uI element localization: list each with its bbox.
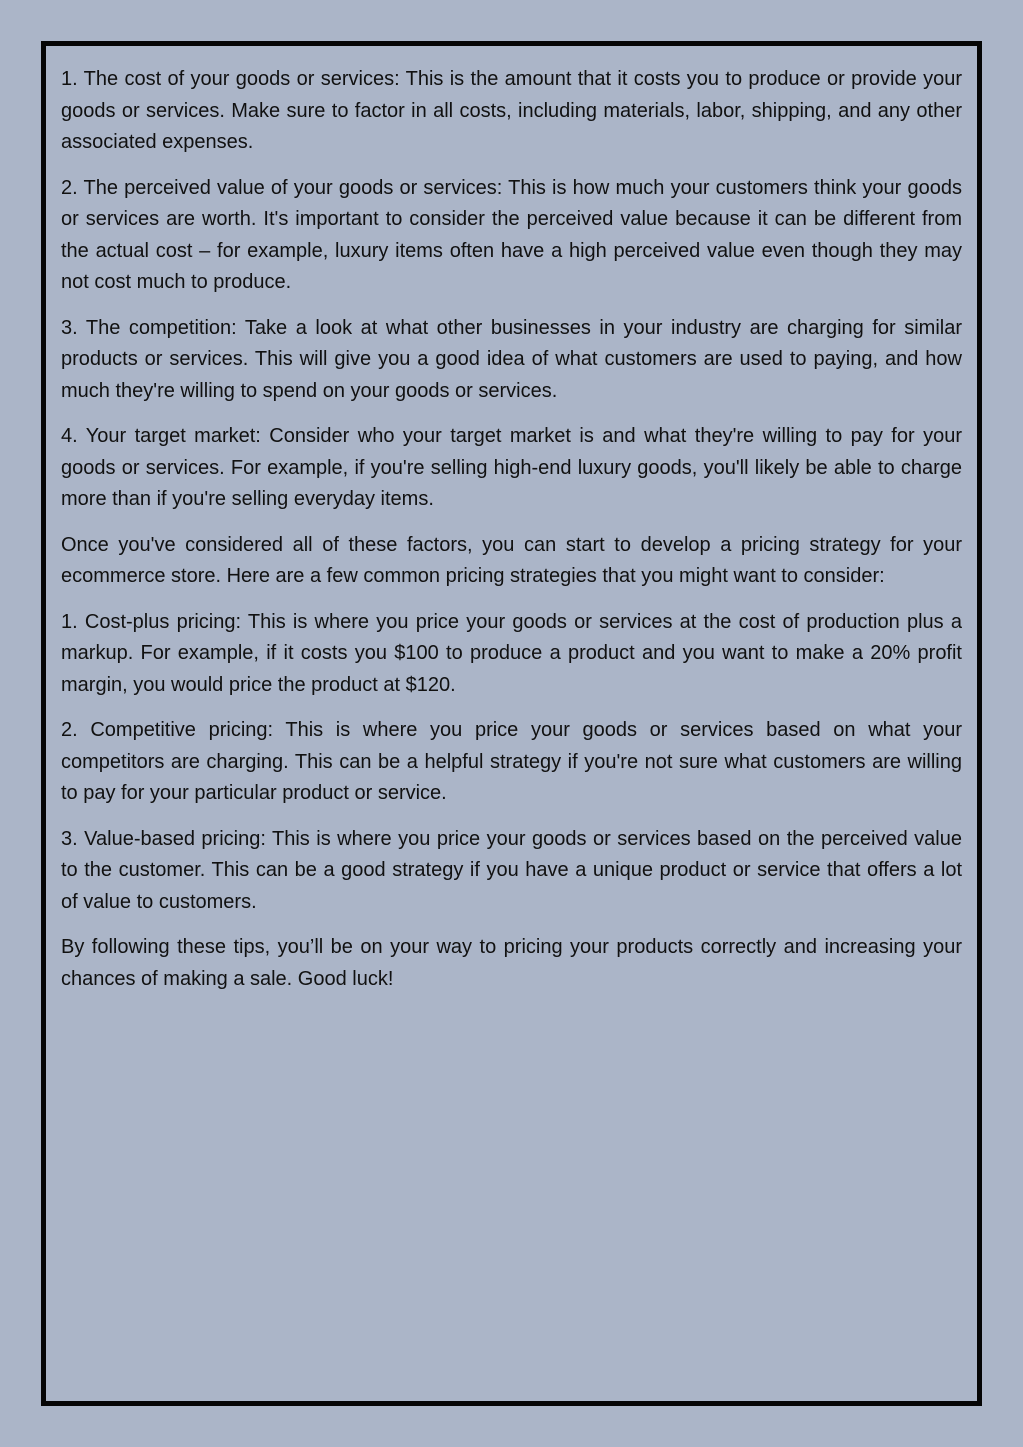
paragraph-strategy-intro: Once you've considered all of these factors, you can start to develop a pricing strategy for your ecommerce store. Here are a few common pricing strategies that you might want to consider: — [61, 533, 962, 587]
document-body — [61, 64, 962, 995]
paragraph-competition: 3. The competition: Take a look at what other businesses in your industry are charging for similar products or services. This will give you a good idea of what customers are used to paying, and how much they're willing to spend on your goods or services. — [61, 316, 962, 402]
document-frame — [41, 41, 982, 1406]
paragraph-competitive-pricing: 2. Competitive pricing: This is where you price your goods or services based on what your competitors are charging. This can be a helpful strategy if you're not sure what customers are willing to pay for your particular product or service. — [61, 719, 962, 804]
paragraph-perceived-value: 2. The perceived value of your goods or services: This is how much your customers think your goods or services are worth. It's important to consider the perceived value because it can be different from the actual cost – for example, luxury items often have a high perceived value even though they may not cost much to produce. — [61, 176, 962, 293]
paragraph-value-based-pricing: 3. Value-based pricing: This is where you price your goods or services based on the perceived value to the customer. This can be a good strategy if you have a unique product or service that offers a lot of value to customers. — [61, 827, 962, 913]
paragraph-closing: By following these tips, you’ll be on your way to pricing your products correctly and increasing your chances of making a sale. Good luck! — [61, 936, 962, 990]
paragraph-cost-of-goods: 1. The cost of your goods or services: This is the amount that it costs you to produce or provide your goods or services. Make sure to factor in all costs, including materials, labor, shipping, and any other associated expenses. — [61, 68, 962, 153]
paragraph-target-market: 4. Your target market: Consider who your target market is and what they're willing to pay for your goods or services. For example, if you're selling high-end luxury goods, you'll likely be able to charge more than if you're selling everyday items. — [61, 425, 962, 510]
paragraph-cost-plus-pricing: 1. Cost-plus pricing: This is where you price your goods or services at the cost of production plus a markup. For example, if it costs you $100 to produce a product and you want to make a 20% profit margin, you would price the product at $120. — [61, 610, 962, 696]
